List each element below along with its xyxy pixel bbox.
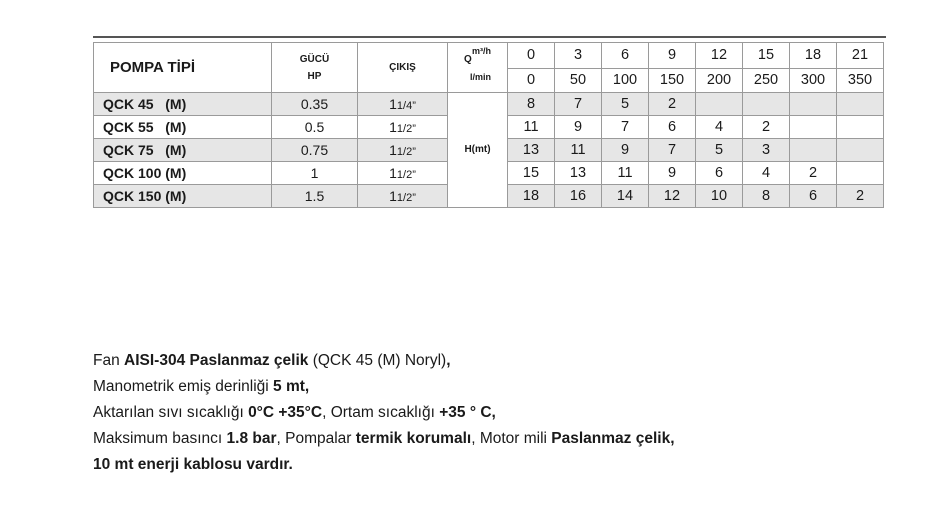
flow-lmin-cell: 200 bbox=[696, 69, 743, 93]
note-bold: +35 ° C, bbox=[439, 404, 496, 421]
head-cell: 8 bbox=[743, 185, 790, 208]
flow-m3h-cell: 0 bbox=[508, 43, 555, 69]
head-cell: 11 bbox=[555, 139, 602, 162]
outlet-frac: 1/4” bbox=[396, 99, 416, 112]
head-cell: 3 bbox=[743, 139, 790, 162]
note-text: Aktarılan sıvı sıcaklığı bbox=[93, 404, 249, 421]
hp-cell: 0.5 bbox=[272, 116, 358, 139]
note-line-suction bbox=[93, 374, 675, 400]
outlet-frac: 1/2” bbox=[396, 191, 416, 204]
head-cell bbox=[696, 93, 743, 116]
head-cell: 7 bbox=[602, 116, 649, 139]
note-bold: , bbox=[446, 352, 451, 369]
head-cell: 5 bbox=[696, 139, 743, 162]
head-cell: 6 bbox=[696, 162, 743, 185]
note-bold: AISI-304 Paslanmaz çelik bbox=[124, 352, 309, 369]
power-header-line1: GÜCÜ bbox=[299, 53, 330, 65]
flow-lmin-cell: 0 bbox=[508, 69, 555, 93]
head-cell: 8 bbox=[508, 93, 555, 116]
note-bold: Paslanmaz çelik, bbox=[551, 430, 675, 447]
head-cell: 13 bbox=[555, 162, 602, 185]
hp-cell: 1 bbox=[272, 162, 358, 185]
outlet-cell bbox=[358, 116, 448, 139]
note-text: Manometrik emiş derinliği bbox=[93, 378, 274, 395]
unit-lmin: l/min bbox=[470, 72, 492, 82]
flow-lmin-cell: 350 bbox=[837, 69, 884, 93]
outlet-int: 1 bbox=[389, 187, 397, 204]
head-cell: 7 bbox=[555, 93, 602, 116]
outlet-header: ÇIKIŞ bbox=[358, 43, 448, 93]
table-row bbox=[94, 93, 884, 116]
note-text: Fan bbox=[93, 352, 125, 369]
note-text: , Motor mili bbox=[471, 430, 552, 447]
flow-lmin-cell: 150 bbox=[649, 69, 696, 93]
head-cell bbox=[837, 162, 884, 185]
flow-lmin-cell: 300 bbox=[790, 69, 837, 93]
pump-type-header: POMPA TİPİ bbox=[94, 43, 272, 93]
head-cell: 9 bbox=[649, 162, 696, 185]
power-header-line2: HP bbox=[307, 70, 322, 82]
head-cell: 4 bbox=[743, 162, 790, 185]
head-cell: 16 bbox=[555, 185, 602, 208]
head-cell: 18 bbox=[508, 185, 555, 208]
outlet-int: 1 bbox=[389, 118, 397, 135]
outlet-cell bbox=[358, 185, 448, 208]
flow-lmin-cell: 100 bbox=[602, 69, 649, 93]
pump-spec-table bbox=[93, 42, 884, 208]
top-rule bbox=[93, 36, 886, 38]
spec-notes bbox=[93, 348, 675, 478]
note-text: , Pompalar bbox=[276, 430, 356, 447]
note-text: Maksimum basıncı bbox=[93, 430, 227, 447]
power-header bbox=[272, 43, 358, 93]
note-line-temperature bbox=[93, 400, 675, 426]
outlet-cell bbox=[358, 93, 448, 116]
note-text: (QCK 45 (M) Noryl) bbox=[308, 352, 447, 369]
outlet-int: 1 bbox=[389, 95, 397, 112]
head-cell: 2 bbox=[743, 116, 790, 139]
head-cell: 9 bbox=[602, 139, 649, 162]
head-cell: 7 bbox=[649, 139, 696, 162]
flow-m3h-cell: 21 bbox=[837, 43, 884, 69]
model-cell: QCK 75 (M) bbox=[94, 139, 272, 162]
head-cell: 11 bbox=[602, 162, 649, 185]
flow-lmin-cell: 250 bbox=[743, 69, 790, 93]
flow-m3h-cell: 12 bbox=[696, 43, 743, 69]
head-cell bbox=[790, 116, 837, 139]
head-cell: 5 bbox=[602, 93, 649, 116]
head-cell bbox=[837, 93, 884, 116]
head-cell: 2 bbox=[837, 185, 884, 208]
note-text: , Ortam sıcaklığı bbox=[322, 404, 440, 421]
head-cell: 10 bbox=[696, 185, 743, 208]
outlet-cell bbox=[358, 162, 448, 185]
flow-m3h-cell: 9 bbox=[649, 43, 696, 69]
head-cell bbox=[837, 116, 884, 139]
model-cell: QCK 55 (M) bbox=[94, 116, 272, 139]
flow-m3h-cell: 6 bbox=[602, 43, 649, 69]
unit-m3h: m³/h bbox=[472, 46, 491, 56]
hp-cell: 1.5 bbox=[272, 185, 358, 208]
head-cell: 12 bbox=[649, 185, 696, 208]
head-cell: 6 bbox=[649, 116, 696, 139]
flow-m3h-cell: 3 bbox=[555, 43, 602, 69]
hp-cell: 0.35 bbox=[272, 93, 358, 116]
outlet-int: 1 bbox=[389, 164, 397, 181]
note-bold: 1.8 bar bbox=[226, 430, 277, 447]
model-cell: QCK 45 (M) bbox=[94, 93, 272, 116]
note-line-material bbox=[93, 348, 675, 374]
model-cell: QCK 150 (M) bbox=[94, 185, 272, 208]
note-bold: 10 mt enerji kablosu vardır. bbox=[93, 456, 293, 473]
head-cell: 13 bbox=[508, 139, 555, 162]
note-bold: 0°C +35°C bbox=[248, 404, 323, 421]
note-line-pressure bbox=[93, 426, 675, 452]
head-unit-cell: H(mt) bbox=[448, 93, 508, 208]
head-cell bbox=[790, 139, 837, 162]
head-cell: 4 bbox=[696, 116, 743, 139]
outlet-frac: 1/2” bbox=[396, 122, 416, 135]
flow-lmin-cell: 50 bbox=[555, 69, 602, 93]
outlet-int: 1 bbox=[389, 141, 397, 158]
head-cell bbox=[837, 139, 884, 162]
outlet-frac: 1/2” bbox=[396, 168, 416, 181]
head-cell bbox=[790, 93, 837, 116]
flow-m3h-cell: 18 bbox=[790, 43, 837, 69]
head-cell: 6 bbox=[790, 185, 837, 208]
flow-unit-header bbox=[448, 43, 508, 93]
note-bold: termik korumalı bbox=[355, 430, 472, 447]
head-cell: 11 bbox=[508, 116, 555, 139]
outlet-frac: 1/2” bbox=[396, 145, 416, 158]
head-cell: 2 bbox=[790, 162, 837, 185]
head-cell: 9 bbox=[555, 116, 602, 139]
head-cell: 2 bbox=[649, 93, 696, 116]
model-cell: QCK 100 (M) bbox=[94, 162, 272, 185]
head-cell bbox=[743, 93, 790, 116]
head-cell: 15 bbox=[508, 162, 555, 185]
header-row-m3h bbox=[94, 43, 884, 69]
hp-cell: 0.75 bbox=[272, 139, 358, 162]
head-cell: 14 bbox=[602, 185, 649, 208]
note-line-cable bbox=[93, 452, 675, 478]
note-bold: 5 mt, bbox=[273, 378, 310, 395]
flow-m3h-cell: 15 bbox=[743, 43, 790, 69]
outlet-cell bbox=[358, 139, 448, 162]
q-label: Q bbox=[464, 54, 472, 65]
